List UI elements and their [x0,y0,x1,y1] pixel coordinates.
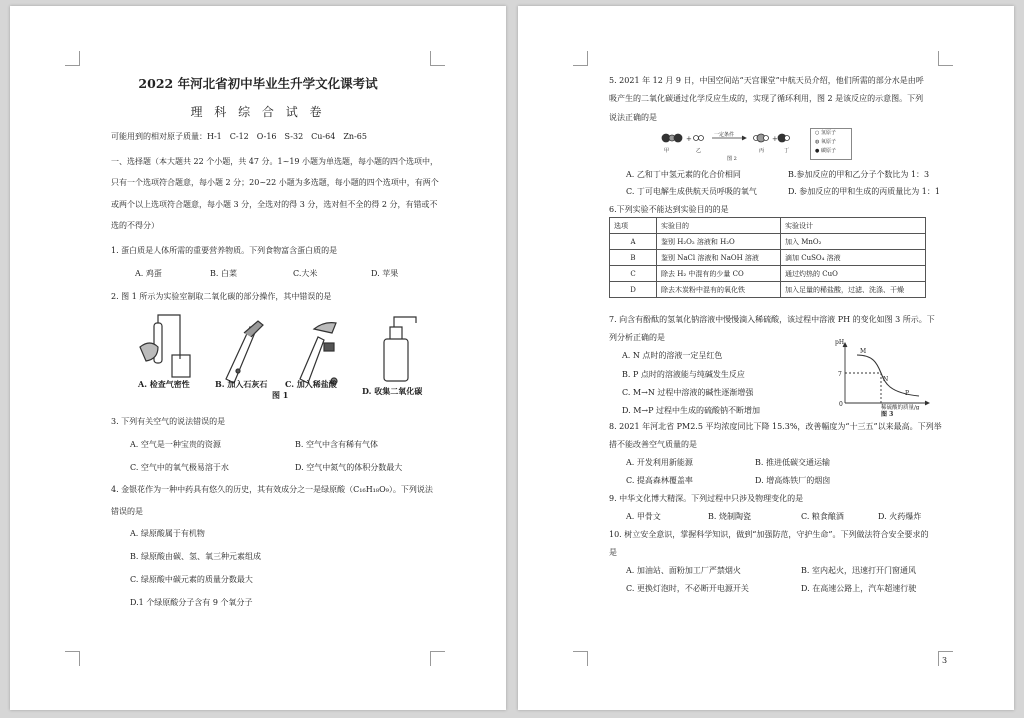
q4-option-d: D.1 个绿原酸分子含有 9 个氧分子 [130,598,253,607]
table-row [610,234,926,250]
exam-subtitle: 理 科 综 合 试 卷 [190,105,326,119]
q2-option-b-caption: B. 加入石灰石 [215,379,268,389]
crop-mark [430,51,445,66]
crop-mark [430,651,445,666]
q7-option-d: D. M→P 过程中生成的硫酸钠不断增加 [622,406,761,415]
graph-y-label: pH [835,339,845,346]
question-2-stem: 2. 图 1 所示为实验室制取二氧化碳的部分操作，其中错误的是 [111,292,332,301]
question-5-stem: 吸产生的二氧化碳通过化学反应生成的，实现了循环利用，图 2 是该反应的示意图。下列 [609,94,924,103]
q10-option-c: C. 更换灯泡时，不必断开电源开关 [626,584,749,593]
figure-2-label: 图 2 [727,156,737,162]
question-9-stem: 9. 中华文化博大精深。下列过程中只涉及物理变化的是 [609,494,804,503]
q9-option-c: C. 粮食酿酒 [801,512,844,521]
question-7-stem: 7. 向含有酚酞的氢氧化钠溶液中慢慢滴入稀硫酸，该过程中溶液 PH 的变化如图 3 所示。下 [609,315,935,324]
q3-option-d: D. 空气中氮气的体积分数最大 [295,463,403,472]
experiment-table [609,217,926,298]
legend-hydrogen-label: 氢原子 [820,130,836,136]
figure-1-label: 图 1 [272,390,289,400]
crop-mark [938,51,953,66]
graph-point-m: M [860,348,867,355]
table-row [610,282,926,298]
table-cell: 鉴别 NaCl 溶液和 NaOH 溶液 [657,250,781,266]
legend-oxygen: ◍ 氧原子 [815,139,836,145]
q1-option-b: B. 白菜 [210,269,237,278]
legend-carbon-label: 碳原子 [820,148,836,154]
fig2-label-yi: 乙 [696,148,702,154]
fig2-label-bing: 丙 [759,148,765,154]
table-cell: D [610,282,657,298]
page-number: 3 [942,656,948,665]
q4-option-b: B. 绿原酸由碳、氢、氧三种元素组成 [130,552,261,561]
q4-option-c: C. 绿原酸中碳元素的质量分数最大 [130,575,253,584]
crop-mark [65,651,80,666]
fig2-label-jia: 甲 [664,148,670,154]
fig2-condition: 一定条件 [714,132,735,138]
atomic-masses: 可能用到的相对原子质量：H-1 C-12 O-16 S-32 Cu-64 Zn-65 [111,132,367,141]
table-cell: 除去 H₂ 中混有的少量 CO [657,266,781,282]
q2-option-c-caption: C. 加入稀盐酸 [285,379,337,389]
table-cell: A [610,234,657,250]
table-cell: 滴加 CuSO₄ 溶液 [781,250,926,266]
table-header-row [610,218,926,234]
q9-option-d: D. 火药爆炸 [878,512,922,521]
q9-option-b: B. 烧制陶瓷 [708,512,751,521]
question-1-stem: 1. 蛋白质是人体所需的重要营养物质。下列食物富含蛋白质的是 [111,246,338,255]
question-10-stem: 10. 树立安全意识，掌握科学知识，做到“加强防范，守护生命”。下列做法符合安全要求的 [609,530,929,539]
q5-option-a: A. 乙和丁中氢元素的化合价相同 [626,170,741,179]
table-cell: 除去木炭粉中混有的氧化铁 [657,282,781,298]
table-header: 实验目的 [657,218,781,234]
table-cell: 加入 MnO₂ [781,234,926,250]
exam-page-right [518,6,1014,710]
section-instruction-line: 或两个以上选项符合题意，每小题 3 分，全选对的得 3 分，选对但不全的得 2 分，有错或不 [111,200,438,209]
question-8-stem: 措不能改善空气质量的是 [609,440,697,449]
q2-option-d-caption: D. 收集二氧化碳 [362,386,423,396]
q8-option-a: A. 开发利用新能源 [626,458,693,467]
legend-carbon: ● 碳原子 [815,148,836,154]
question-7-stem: 列分析正确的是 [609,333,665,342]
crop-mark [573,51,588,66]
crop-mark [65,51,80,66]
q8-option-c: C. 提高森林覆盖率 [626,476,693,485]
q5-option-b: B.参加反应的甲和乙分子个数比为 1：3 [788,170,930,179]
q3-option-b: B. 空气中含有稀有气体 [295,440,378,449]
q10-option-d: D. 在高速公路上，汽车超速行驶 [801,584,917,593]
question-6-stem: 6.下列实验不能达到实验目的的是 [609,205,729,214]
figure-2-reaction-diagram [658,126,818,162]
table-cell: 鉴别 H₂O₂ 溶液和 H₂O [657,234,781,250]
graph-point-p: P [905,390,910,397]
q8-option-d: D. 增高炼铁厂的烟囱 [755,476,831,485]
section-instruction-line: 只有一个选项符合题意，每小题 2 分；20~22 小题为多选题，每小题的四个选项中，有两个 [111,178,439,187]
q7-option-b: B. P 点时的溶液能与纯碱发生反应 [622,370,745,379]
q5-option-c: C. 丁可电解生成供航天员呼吸的氧气 [626,187,757,196]
q1-option-c: C.大米 [293,269,318,278]
exam-page-left [10,6,506,710]
q9-option-a: A. 甲骨文 [626,512,661,521]
graph-origin: 0 [839,401,843,408]
table-cell: B [610,250,657,266]
question-3-stem: 3. 下列有关空气的说法错误的是 [111,417,226,426]
legend-oxygen-label: 氧原子 [820,139,836,145]
exam-title: 2022 年河北省初中毕业生升学文化课考试 [138,76,378,91]
graph-tick-7: 7 [838,371,842,378]
question-5-stem: 5. 2021 年 12 月 9 日，中国空间站“天宫课堂”中航天员介绍，他们所需的部分水是由呼 [609,76,924,85]
figure-3-label: 图 3 [881,411,894,418]
legend-hydrogen: ○ 氢原子 [815,130,836,136]
section-instruction-line: 一、选择题（本大题共 22 个小题，共 47 分。1~19 小题为单选题，每小题的四个选项中， [111,157,439,166]
graph-x-label: 稀硫酸的质量/g [881,405,920,411]
fig2-label-ding: 丁 [784,148,790,154]
section-instruction-line: 选的不得分） [111,221,159,230]
q1-option-a: A. 鸡蛋 [135,269,162,278]
table-header: 实验设计 [781,218,926,234]
table-header: 选项 [610,218,657,234]
q10-option-a: A. 加油站、面粉加工厂严禁烟火 [626,566,741,575]
q5-option-d: D. 参加反应的甲和生成的丙质量比为 1：1 [788,187,940,196]
q4-option-a: A. 绿原酸属于有机物 [130,529,205,538]
question-5-stem: 说法正确的是 [609,113,657,122]
q10-option-b: B. 室内起火，迅速打开门窗通风 [801,566,916,575]
q3-option-c: C. 空气中的氧气极易溶于水 [130,463,229,472]
question-4-stem: 错误的是 [111,507,143,516]
svg-text:+: + [772,135,778,143]
table-cell: 通过灼热的 CuO [781,266,926,282]
q8-option-b: B. 推进低碳交通运输 [755,458,830,467]
question-4-stem: 4. 金银花作为一种中药具有悠久的历史，其有效成分之一是绿原酸（C₁₆H₁₈O₉）。下列说法 [111,485,433,494]
q1-option-d: D. 苹果 [371,269,399,278]
table-row [610,266,926,282]
crop-mark [573,651,588,666]
q2-option-a-caption: A. 检查气密性 [138,379,190,389]
q3-option-a: A. 空气是一种宝贵的资源 [130,440,221,449]
question-10-stem: 是 [609,548,617,557]
graph-point-n: N [883,376,889,383]
svg-text:+: + [686,135,692,143]
figure-2-legend [810,128,852,160]
table-cell: 加入足量的稀盐酸，过滤、洗涤、干燥 [781,282,926,298]
table-cell: C [610,266,657,282]
table-row [610,250,926,266]
question-8-stem: 8. 2021 年河北省 PM2.5 平均浓度同比下降 15.3%，改善幅度为“十三五”以来最高。下列举 [609,422,942,431]
q7-option-c: C. M→N 过程中溶液的碱性逐渐增强 [622,388,754,397]
q7-option-a: A. N 点时的溶液一定呈红色 [622,351,723,360]
